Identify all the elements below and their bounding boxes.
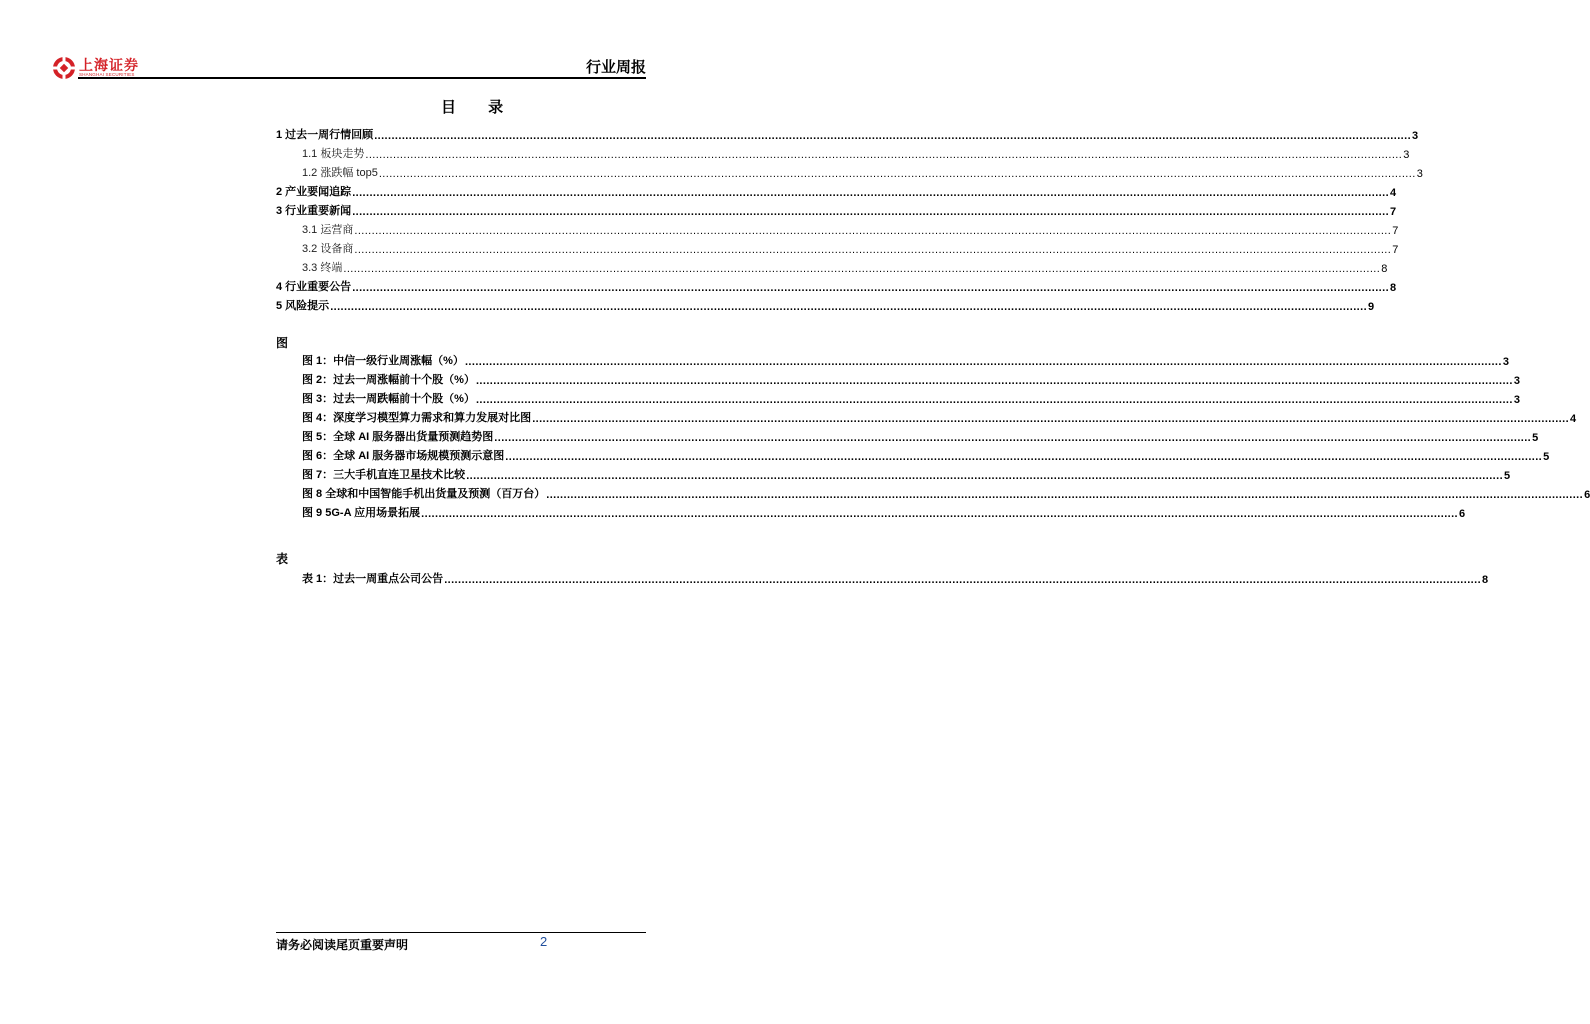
toc-entry-label: 3.2 设备商	[302, 243, 354, 255]
leader-dots: ............................................................................................................................................................................................................................................................................................................	[374, 130, 1412, 142]
figure-entry-page: 3	[1502, 356, 1509, 368]
toc-entry-page: 9	[1368, 301, 1375, 313]
toc-entry[interactable]	[276, 202, 1397, 218]
table-entry[interactable]	[302, 570, 1489, 586]
toc-entry-label: 1.2 涨跌幅 top5	[302, 167, 378, 179]
toc-entry[interactable]	[302, 259, 1388, 275]
disclaimer-notice: 请务必阅读尾页重要声明	[276, 938, 409, 952]
toc-entry-page: 4	[1390, 187, 1397, 199]
figure-entry-page: 5	[1504, 470, 1511, 482]
figure-entry-label: 图 1：中信一级行业周涨幅（%）	[302, 355, 464, 367]
leader-dots: ............................................................................................................................................................................................................................................................................................................	[352, 187, 1390, 199]
figure-entry[interactable]	[302, 485, 1590, 501]
leader-dots: ............................................................................................................................................................................................................................................................................................................	[464, 356, 1502, 368]
leader-dots: ............................................................................................................................................................................................................................................................................................................	[378, 168, 1416, 180]
figure-entry-page: 3	[1513, 394, 1520, 406]
toc-entry-page: 3	[1403, 149, 1410, 161]
leader-dots: ............................................................................................................................................................................................................................................................................................................	[546, 489, 1584, 501]
toc-entry-page: 7	[1392, 225, 1399, 237]
header-divider	[78, 77, 646, 79]
figure-entry-page: 3	[1513, 375, 1520, 387]
leader-dots: ............................................................................................................................................................................................................................................................................................................	[444, 574, 1482, 586]
figure-entry-page: 5	[1543, 451, 1550, 463]
figure-entry[interactable]	[302, 352, 1509, 368]
table-entry-label: 表 1：过去一周重点公司公告	[302, 573, 444, 585]
leader-dots: ............................................................................................................................................................................................................................................................................................................	[475, 375, 1513, 387]
figure-entry-page: 5	[1532, 432, 1539, 444]
figure-entry-label: 图 4：深度学习模型算力需求和算力发展对比图	[302, 412, 532, 424]
toc-entry-page: 3	[1412, 130, 1419, 142]
leader-dots: ............................................................................................................................................................................................................................................................................................................	[421, 508, 1459, 520]
toc-entry[interactable]	[276, 126, 1419, 142]
toc-entry-label: 4 行业重要公告	[276, 281, 352, 293]
toc-entry[interactable]	[302, 240, 1399, 256]
brand-name-en: SHANGHAI SECURITIES	[79, 72, 135, 78]
toc-entry-page: 8	[1390, 282, 1397, 294]
figure-entry[interactable]	[302, 466, 1511, 482]
toc-entry-page: 7	[1392, 244, 1399, 256]
leader-dots: ............................................................................................................................................................................................................................................................................................................	[352, 206, 1390, 218]
leader-dots: ............................................................................................................................................................................................................................................................................................................	[343, 263, 1381, 275]
figure-entry-label: 图 9 5G-A 应用场景拓展	[302, 507, 421, 519]
leader-dots: ............................................................................................................................................................................................................................................................................................................	[354, 244, 1392, 256]
toc-entry-label: 1 过去一周行情回顾	[276, 129, 374, 141]
toc-title: 目 录	[441, 99, 518, 116]
brand-emblem-icon	[52, 56, 76, 80]
toc-entry-label: 3 行业重要新闻	[276, 205, 352, 217]
toc-entry-label: 1.1 板块走势	[302, 148, 365, 160]
leader-dots: ............................................................................................................................................................................................................................................................................................................	[330, 301, 1368, 313]
toc-entry-page: 7	[1390, 206, 1397, 218]
footer-divider	[276, 932, 646, 933]
toc-entry[interactable]	[276, 183, 1397, 199]
toc-entry[interactable]	[276, 297, 1375, 313]
leader-dots: ............................................................................................................................................................................................................................................................................................................	[365, 149, 1403, 161]
toc-entry[interactable]	[302, 164, 1423, 180]
figure-entry[interactable]	[302, 409, 1577, 425]
figure-entry-label: 图 7：三大手机直连卫星技术比较	[302, 469, 466, 481]
toc-entry-page: 8	[1381, 263, 1388, 275]
report-type: 行业周报	[585, 59, 646, 76]
figure-entry[interactable]	[302, 504, 1466, 520]
toc-entry-label: 3.1 运营商	[302, 224, 354, 236]
toc-entry[interactable]	[302, 221, 1399, 237]
toc-entry-page: 3	[1416, 168, 1423, 180]
figure-entry[interactable]	[302, 371, 1520, 387]
leader-dots: ............................................................................................................................................................................................................................................................................................................	[466, 470, 1504, 482]
toc-entry[interactable]	[276, 278, 1397, 294]
figure-entry-label: 图 3：过去一周跌幅前十个股（%）	[302, 393, 475, 405]
toc-entry[interactable]	[302, 145, 1410, 161]
figure-entry[interactable]	[302, 390, 1520, 406]
figure-entry[interactable]	[302, 447, 1550, 463]
figure-entry-label: 图 6：全球 AI 服务器市场规模预测示意图	[302, 450, 505, 462]
figures-heading: 图	[276, 336, 289, 350]
toc-entry-label: 3.3 终端	[302, 262, 343, 274]
figure-entry-page: 6	[1584, 489, 1590, 501]
leader-dots: ............................................................................................................................................................................................................................................................................................................	[532, 413, 1570, 425]
toc-entry-label: 5 风险提示	[276, 300, 330, 312]
leader-dots: ............................................................................................................................................................................................................................................................................................................	[352, 282, 1390, 294]
toc-entry-label: 2 产业要闻追踪	[276, 186, 352, 198]
page-number: 2	[540, 934, 548, 949]
leader-dots: ............................................................................................................................................................................................................................................................................................................	[494, 432, 1532, 444]
leader-dots: ............................................................................................................................................................................................................................................................................................................	[505, 451, 1543, 463]
tables-heading: 表	[276, 552, 289, 566]
figure-entry-label: 图 5：全球 AI 服务器出货量预测趋势图	[302, 431, 494, 443]
leader-dots: ............................................................................................................................................................................................................................................................................................................	[475, 394, 1513, 406]
leader-dots: ............................................................................................................................................................................................................................................................................................................	[354, 225, 1392, 237]
figure-entry-page: 6	[1459, 508, 1466, 520]
table-entry-page: 8	[1482, 574, 1489, 586]
figure-entry-page: 4	[1570, 413, 1577, 425]
brand-name-cn: 上海证券	[79, 57, 139, 74]
figure-entry-label: 图 8 全球和中国智能手机出货量及预测（百万台）	[302, 488, 546, 500]
figure-entry[interactable]	[302, 428, 1539, 444]
figure-entry-label: 图 2：过去一周涨幅前十个股（%）	[302, 374, 475, 386]
